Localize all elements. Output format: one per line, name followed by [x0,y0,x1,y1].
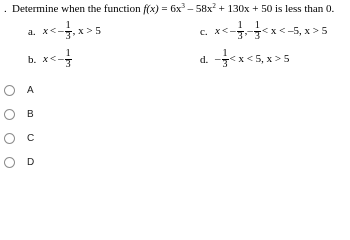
question-text: Determine when the function $f(x) = 6x^3 - 58x^2 + 130x + 50$ is less than 0. [12,2,335,15]
choice-b-letter: b. [28,54,37,66]
option-a[interactable] [4,78,124,102]
choice-b-math: x < – $\frac{1}{3}$ [43,47,71,70]
function-name: f(x) [143,3,159,15]
radio-b[interactable] [4,109,15,120]
fraction: $\frac{1}{3}$ [65,19,71,42]
option-c[interactable] [4,126,124,150]
option-c-label: C [27,132,35,144]
option-d-label: D [27,156,35,168]
option-b-label: B [27,108,34,120]
choice-a-letter: a. [28,26,36,38]
choice-d-letter: d. [200,54,209,66]
option-d[interactable] [4,150,124,174]
radio-c[interactable] [4,133,15,144]
question-bullet: . [4,3,7,15]
answer-options [4,78,124,174]
fraction: $\frac{1}{3}$ [222,47,228,70]
choice-d-math: – $\frac{1}{3}$ < x < 5, x > 5 [215,47,290,70]
option-a-label: A [27,84,34,96]
fraction: $\frac{1}{3}$ [254,19,260,42]
radio-d[interactable] [4,157,15,168]
option-b[interactable] [4,102,124,126]
radio-a[interactable] [4,85,15,96]
fraction: $\frac{1}{3}$ [65,47,71,70]
choice-c-letter: c. [200,26,208,38]
choice-c-math: x < – $\frac{1}{3}$ , – $\frac{1}{3}$ < x < –5, x > 5 [215,19,328,42]
fraction: $\frac{1}{3}$ [237,19,243,42]
question-block [4,0,348,75]
choice-a-math: x < – $\frac{1}{3}$ , x > 5 [43,19,101,42]
